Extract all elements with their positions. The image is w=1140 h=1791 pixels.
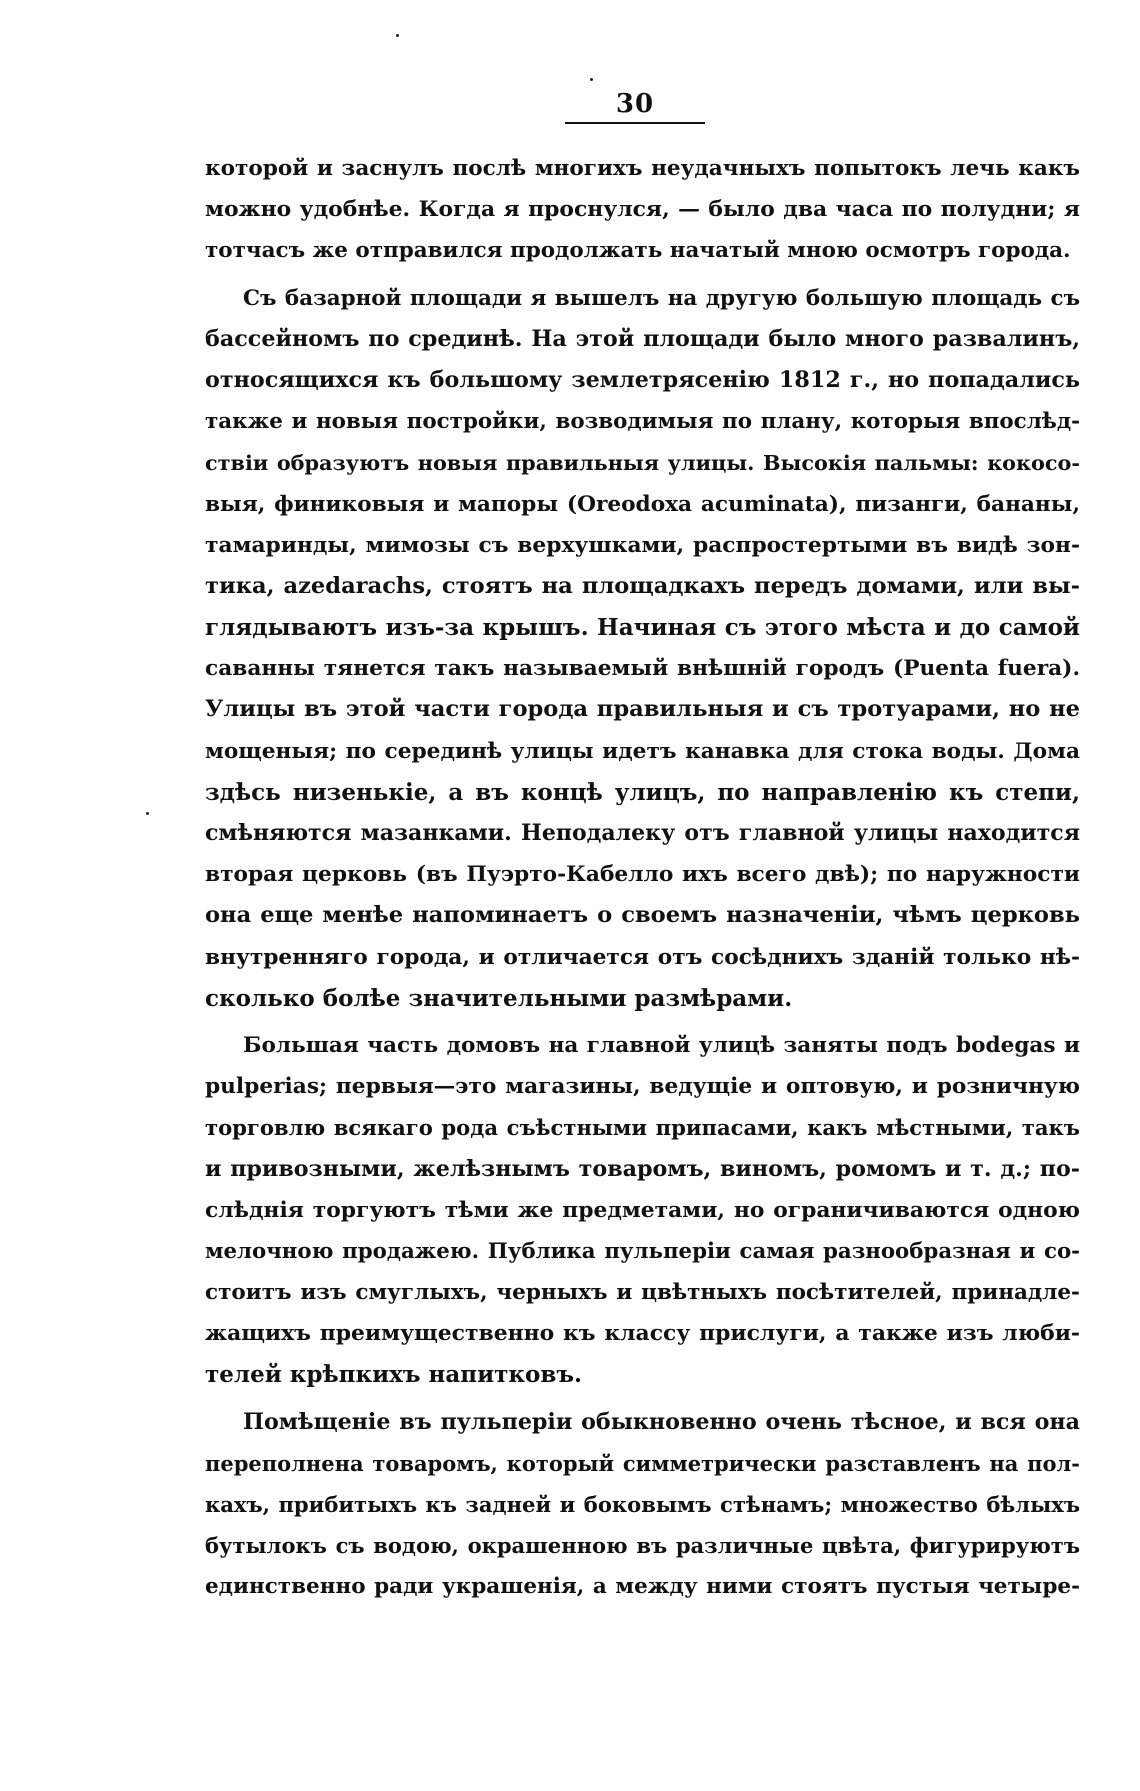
text-line: Улицы въ этой части города правильныя и съ тротуарами, но не bbox=[205, 696, 1080, 723]
text-line: переполнена товаромъ, который симметрически разставленъ на пол- bbox=[205, 1450, 1080, 1476]
text-line: бассейномъ по срединѣ. На этой площади было много развалинъ, bbox=[205, 325, 1080, 352]
text-line: сколько болѣе значительными размѣрами. bbox=[205, 984, 793, 1012]
text-line: выя, финиковыя и мапоры (Oreodoxa acuminata), пизанги, бананы, bbox=[205, 491, 1080, 517]
header-rule bbox=[565, 122, 705, 124]
text-line: смѣняются мазанками. Неподалеку отъ главной улицы находится bbox=[205, 820, 1080, 846]
text-line: торговлю всякаго рода съѣстными припасами, какъ мѣстными, такъ bbox=[205, 1115, 1080, 1141]
text-line: внутренняго города, и отличается отъ сосѣднихъ зданій только нѣ- bbox=[205, 944, 1080, 970]
text-line: единственно ради украшенія, а между ними стоятъ пустыя четыре- bbox=[205, 1574, 1080, 1600]
text-line: тамаринды, мимозы съ верхушками, распростертыми въ видѣ зон- bbox=[205, 532, 1080, 558]
text-line: мелочною продажею. Публика пульперіи самая разнообразная и со- bbox=[205, 1238, 1080, 1264]
text-line: которой и заснулъ послѣ многихъ неудачныхъ попытокъ лечь какъ bbox=[205, 156, 1080, 181]
text-line: можно удобнѣе. Когда я проснулся, — было два часа по полудни; я bbox=[205, 196, 1080, 223]
print-speck bbox=[396, 34, 399, 37]
text-line: и привозными, желѣзнымъ товаромъ, виномъ, ромомъ и т. д.; по- bbox=[205, 1155, 1080, 1182]
page-number: 30 bbox=[615, 89, 655, 119]
text-line: стоитъ изъ смуглыхъ, черныхъ и цвѣтныхъ посѣтителей, принадле- bbox=[205, 1280, 1080, 1306]
text-line: также и новыя постройки, возводимыя по плану, которыя впослѣд- bbox=[205, 409, 1080, 435]
text-line: Помѣщеніе въ пульперіи обыкновенно очень тѣсное, и вся она bbox=[243, 1408, 1080, 1435]
text-line: тика, azedarachs, стоятъ на площадкахъ передъ домами, или вы- bbox=[205, 572, 1080, 599]
text-line: Съ базарной площади я вышелъ на другую большую площадь съ bbox=[243, 285, 1080, 311]
text-line: Большая часть домовъ на главной улицѣ заняты подъ bodegas и bbox=[243, 1032, 1080, 1058]
text-line: кахъ, прибитыхъ къ задней и боковымъ стѣнамъ; множество бѣлыхъ bbox=[205, 1492, 1080, 1517]
text-line: саванны тянется такъ называемый внѣшній городъ (Puenta fuera). bbox=[205, 656, 1080, 682]
text-line: жащихъ преимущественно къ классу прислуги, а также изъ люби- bbox=[205, 1320, 1080, 1347]
body-text bbox=[205, 148, 1080, 1608]
print-speck bbox=[590, 78, 593, 81]
print-speck bbox=[146, 812, 149, 815]
text-line: тотчасъ же отправился продолжать начатый мною осмотръ города. bbox=[205, 238, 1071, 264]
text-line: бутылокъ съ водою, окрашенною въ различные цвѣта, фигурируютъ bbox=[205, 1533, 1080, 1559]
text-line: мощеныя; по серединѣ улицы идетъ канавка для стока воды. Дома bbox=[205, 738, 1080, 764]
page-header bbox=[565, 88, 705, 124]
text-line: pulperias; первыя—это магазины, ведущіе и оптовую, и розничную bbox=[205, 1074, 1080, 1100]
text-line: ствіи образуютъ новыя правильныя улицы. Высокія пальмы: кокосо- bbox=[205, 450, 1080, 476]
text-line: глядываютъ изъ-за крышъ. Начиная съ этого мѣста и до самой bbox=[205, 614, 1080, 642]
text-line: относящихся къ большому землетрясенію 1812 г., но попадались bbox=[205, 366, 1080, 393]
text-line: телей крѣпкихъ напитковъ. bbox=[205, 1361, 582, 1389]
text-line: здѣсь низенькіе, а въ концѣ улицъ, по направленію къ степи, bbox=[205, 778, 1080, 806]
text-line: вторая церковь (въ Пуэрто-Кабелло ихъ всего двѣ); по наружности bbox=[205, 862, 1080, 888]
text-line: слѣднія торгуютъ тѣми же предметами, но ограничиваются одною bbox=[205, 1197, 1080, 1223]
text-line: она еще менѣе напоминаетъ о своемъ назначеніи, чѣмъ церковь bbox=[205, 902, 1080, 929]
